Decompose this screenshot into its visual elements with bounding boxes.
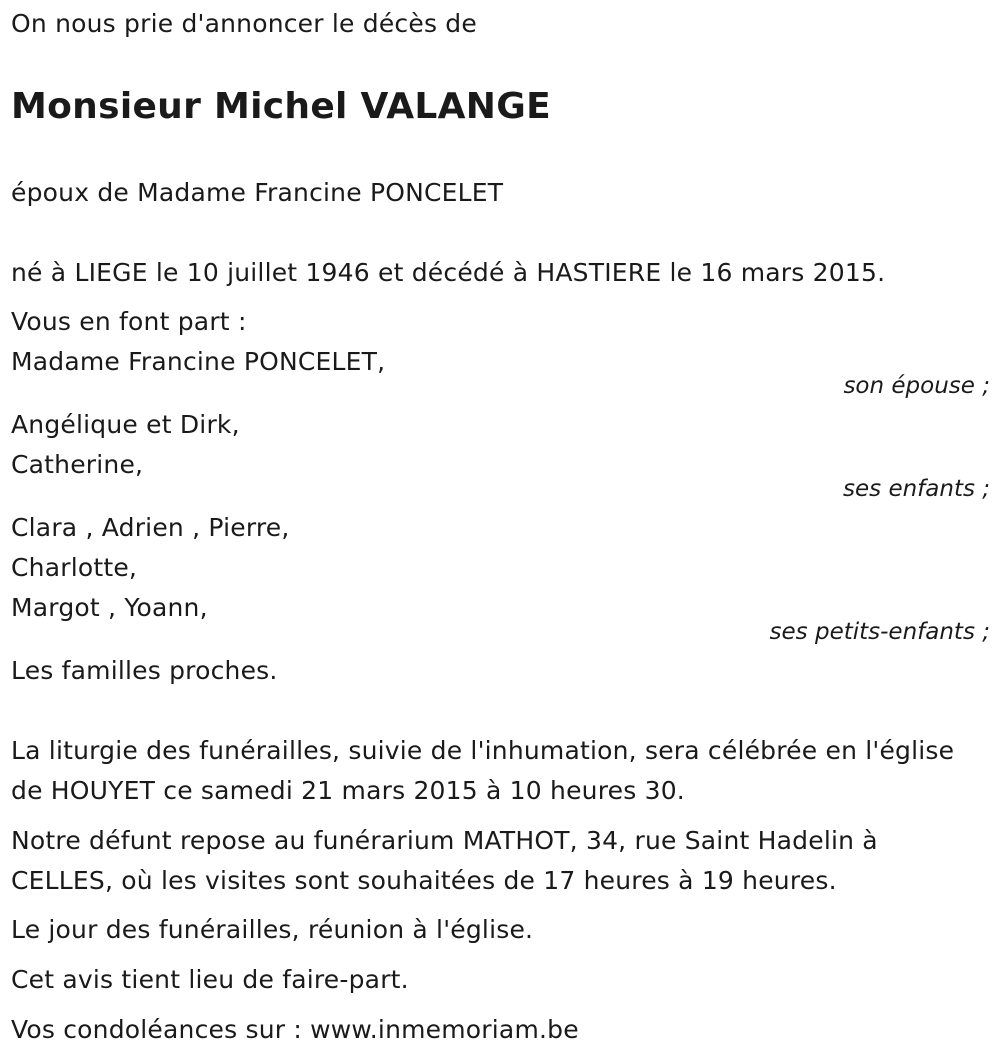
- children-relation: ses enfants ;: [843, 476, 990, 502]
- grandchild-name: Margot , Yoann,: [11, 593, 208, 622]
- grandchild-name: Charlotte,: [11, 553, 138, 582]
- deceased-name: Monsieur Michel VALANGE: [11, 86, 551, 127]
- grandchildren-relation: ses petits-enfants ;: [769, 619, 990, 645]
- birth-death-line: né à LIEGE le 10 juillet 1946 et décédé à HASTIERE le 16 mars 2015.: [11, 258, 886, 287]
- spouse-relation: son épouse ;: [843, 373, 990, 399]
- liturgy-line-2: de HOUYET ce samedi 21 mars 2015 à 10 heures 30.: [11, 776, 685, 805]
- repose-line-2: CELLES, où les visites sont souhaitées de 17 heures à 19 heures.: [11, 866, 837, 895]
- family-intro: Vous en font part :: [11, 307, 247, 336]
- child-name: Angélique et Dirk,: [11, 410, 240, 439]
- spouse-name: Madame Francine PONCELET,: [11, 347, 386, 376]
- grandchild-name: Clara , Adrien , Pierre,: [11, 513, 290, 542]
- intro-text: On nous prie d'annoncer le décès de: [11, 9, 477, 38]
- liturgy-line-1: La liturgie des funérailles, suivie de l'inhumation, sera célébrée en l'église: [11, 736, 955, 765]
- child-name: Catherine,: [11, 450, 144, 479]
- close-family: Les familles proches.: [11, 656, 278, 685]
- meeting-line: Le jour des funérailles, réunion à l'église.: [11, 915, 534, 944]
- notice-line: Cet avis tient lieu de faire-part.: [11, 965, 409, 994]
- spouse-line: époux de Madame Francine PONCELET: [11, 178, 504, 207]
- condolences-line: Vos condoléances sur : www.inmemoriam.be: [11, 1015, 579, 1044]
- repose-line-1: Notre défunt repose au funérarium MATHOT, 34, rue Saint Hadelin à: [11, 826, 878, 855]
